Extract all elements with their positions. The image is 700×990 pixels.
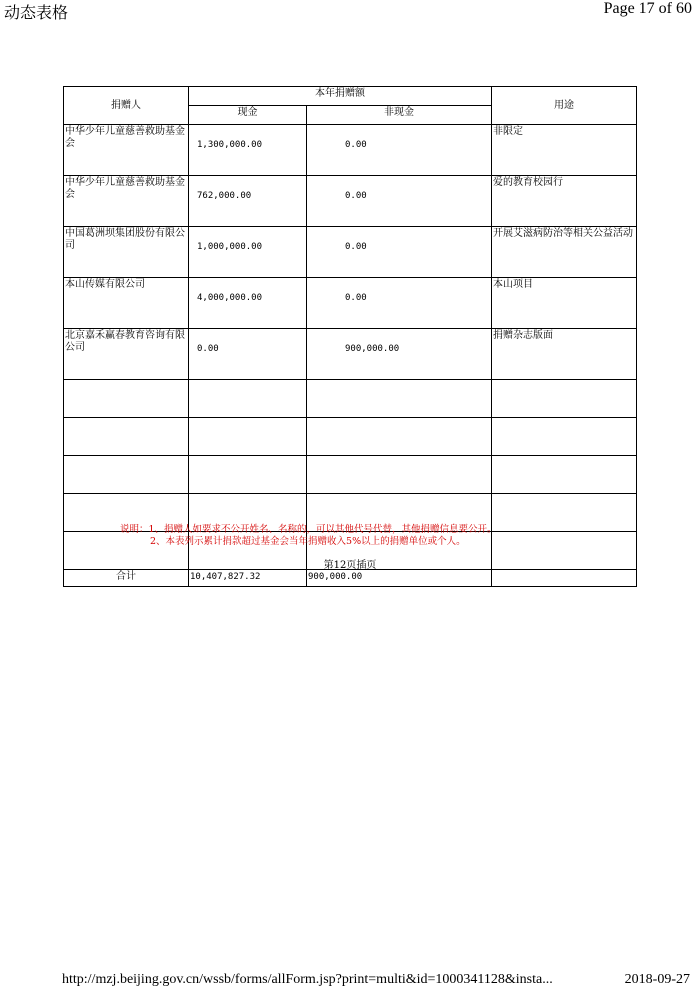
insert-page-note: 第12页插页 xyxy=(323,560,377,571)
purpose-cell: 非限定 xyxy=(492,125,637,176)
cash-cell: 762,000.00 xyxy=(189,176,307,227)
table-row xyxy=(64,176,637,227)
donor-cell: 中华少年儿童慈善救助基金会 xyxy=(64,125,189,176)
header-donor: 捐赠人 xyxy=(64,87,189,125)
total-purpose xyxy=(492,570,637,587)
note-line-2: 2、本表列示累计捐款超过基金会当年捐赠收入5%以上的捐赠单位或个人。 xyxy=(150,536,466,547)
donor-cell: 北京嘉禾赢春教育咨询有限公司 xyxy=(64,329,189,380)
cash-cell: 1,000,000.00 xyxy=(189,227,307,278)
empty-row xyxy=(64,418,637,456)
page-number: Page 17 of 60 xyxy=(603,0,692,17)
table-row xyxy=(64,278,637,329)
purpose-cell: 捐赠杂志版面 xyxy=(492,329,637,380)
total-row xyxy=(64,570,637,587)
noncash-cell: 0.00 xyxy=(307,125,492,176)
note-line-1: 说明：1、捐赠人如要求不公开姓名、名称的，可以其他代号代替，其他捐赠信息要公开。 xyxy=(120,524,497,535)
table-row xyxy=(64,329,637,380)
total-label: 合计 xyxy=(64,570,189,587)
header-cash: 现金 xyxy=(189,106,307,125)
noncash-cell: 0.00 xyxy=(307,227,492,278)
table-row xyxy=(64,125,637,176)
table-row xyxy=(64,227,637,278)
purpose-cell: 本山项目 xyxy=(492,278,637,329)
footer-date: 2018-09-27 xyxy=(624,972,690,987)
header-noncash: 非现金 xyxy=(307,106,492,125)
document-title: 动态表格 xyxy=(4,3,69,22)
footer-url: http://mzj.beijing.gov.cn/wssb/forms/allForm.jsp?print=multi&id=1000341128&insta... xyxy=(62,972,553,987)
donor-cell: 中华少年儿童慈善救助基金会 xyxy=(64,176,189,227)
empty-row xyxy=(64,456,637,494)
donor-cell: 本山传媒有限公司 xyxy=(64,278,189,329)
cash-cell: 1,300,000.00 xyxy=(189,125,307,176)
noncash-cell: 0.00 xyxy=(307,176,492,227)
purpose-cell: 爱的教育校园行 xyxy=(492,176,637,227)
cash-cell: 0.00 xyxy=(189,329,307,380)
total-cash: 10,407,827.32 xyxy=(189,570,307,587)
noncash-cell: 900,000.00 xyxy=(307,329,492,380)
donor-cell: 中国葛洲坝集团股份有限公司 xyxy=(64,227,189,278)
total-noncash: 900,000.00 xyxy=(307,570,492,587)
noncash-cell: 0.00 xyxy=(307,278,492,329)
table-notes xyxy=(120,524,497,548)
purpose-cell: 开展艾滋病防治等相关公益活动 xyxy=(492,227,637,278)
cash-cell: 4,000,000.00 xyxy=(189,278,307,329)
header-amount-group: 本年捐赠额 xyxy=(189,87,492,106)
header-purpose: 用途 xyxy=(492,87,637,125)
donation-table xyxy=(63,86,637,587)
empty-row xyxy=(64,380,637,418)
